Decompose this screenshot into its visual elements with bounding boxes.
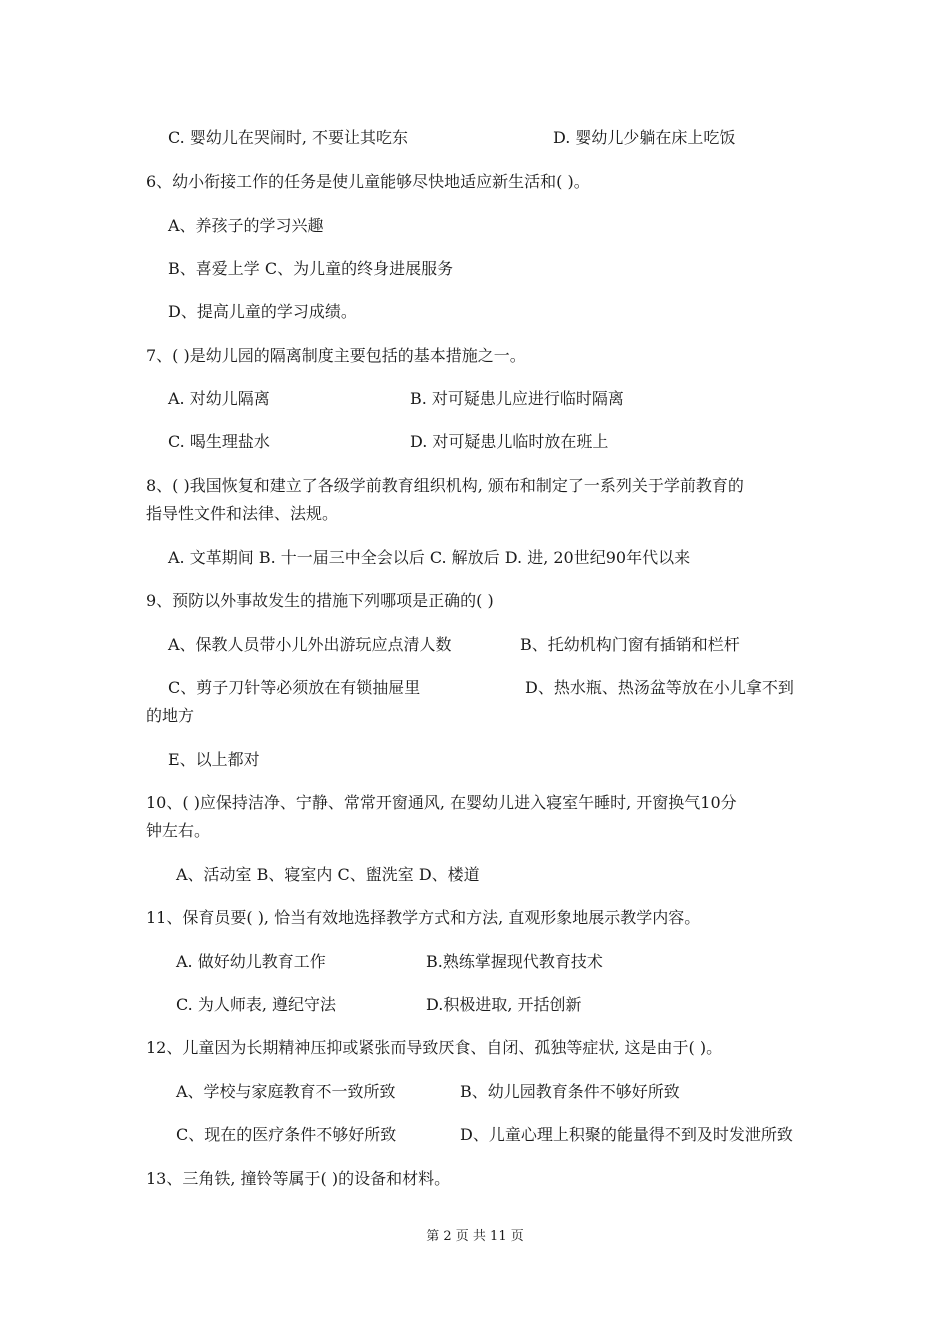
option-d: D、热水瓶、热汤盆等放在小儿拿不到: [525, 678, 794, 697]
option-d: D.积极进取, 开括创新: [426, 995, 582, 1014]
option-line-q5-cd: [168, 127, 736, 149]
question-11: 11、保育员要( ), 恰当有效地选择教学方式和方法, 直观形象地展示教学内容。: [146, 908, 701, 927]
option-line-q9-ab: [168, 634, 740, 656]
option-line-q8: A. 文革期间 B. 十一届三中全会以后 C. 解放后 D. 进, 20世纪90年代以来: [168, 548, 691, 567]
question-13: 13、三角铁, 撞铃等属于( )的设备和材料。: [146, 1169, 451, 1188]
option-line-q6-d: D、提高儿童的学习成绩。: [168, 302, 357, 321]
question-10: 10、( )应保持洁净、宁静、常常开窗通风, 在婴幼儿进入寝室午睡时, 开窗换气10分: [146, 793, 737, 812]
option-b: B、幼儿园教育条件不够好所致: [460, 1082, 680, 1101]
option-b: B.熟练掌握现代教育技术: [426, 952, 603, 971]
option-c: C、剪子刀针等必须放在有锁抽屉里: [168, 678, 421, 697]
option-c: C. 婴幼儿在哭闹时, 不要让其吃东: [168, 128, 409, 147]
page-footer: 第 2 页 共 11 页: [426, 1229, 524, 1244]
question-8-continued: 指导性文件和法律、法规。: [146, 504, 339, 523]
option-line-q7-cd: [168, 431, 609, 453]
option-line-q12-ab: [176, 1081, 680, 1103]
option-line-q11-cd: [176, 994, 582, 1016]
question-6: 6、幼小衔接工作的任务是使儿童能够尽快地适应新生活和( )。: [146, 172, 590, 191]
option-a: A、保教人员带小儿外出游玩应点清人数: [168, 635, 452, 654]
option-line-q6-bc: B、喜爱上学 C、为儿童的终身进展服务: [168, 259, 454, 278]
option-c: C. 喝生理盐水: [168, 432, 270, 451]
question-9: 9、预防以外事故发生的措施下列哪项是正确的( ): [146, 591, 494, 610]
option-line-q7-ab: [168, 388, 624, 410]
option-line-q9-d-continued: 的地方: [146, 706, 195, 725]
option-d: D. 婴幼儿少躺在床上吃饭: [553, 128, 736, 147]
option-c: C. 为人师表, 遵纪守法: [176, 995, 337, 1014]
option-c: C、现在的医疗条件不够好所致: [176, 1125, 397, 1144]
option-line-q6-a: A、养孩子的学习兴趣: [168, 216, 324, 235]
option-line-q12-cd: [176, 1124, 793, 1146]
option-d: D. 对可疑患儿临时放在班上: [410, 432, 609, 451]
option-d: D、儿童心理上积聚的能量得不到及时发泄所致: [460, 1125, 793, 1144]
option-line-q9-e: E、以上都对: [168, 750, 260, 769]
option-a: A. 做好幼儿教育工作: [176, 952, 326, 971]
option-b: B. 对可疑患儿应进行临时隔离: [410, 389, 624, 408]
question-7: 7、( )是幼儿园的隔离制度主要包括的基本措施之一。: [146, 346, 526, 365]
option-a: A、学校与家庭教育不一致所致: [176, 1082, 396, 1101]
question-8: 8、( )我国恢复和建立了各级学前教育组织机构, 颁布和制定了一系列关于学前教育的: [146, 476, 744, 495]
option-b: B、托幼机构门窗有插销和栏杆: [520, 635, 740, 654]
option-line-q11-ab: [176, 951, 603, 973]
option-a: A. 对幼儿隔离: [168, 389, 270, 408]
question-12: 12、儿童因为长期精神压抑或紧张而导致厌食、自闭、孤独等症状, 这是由于( )。: [146, 1038, 723, 1057]
question-10-continued: 钟左右。: [146, 821, 211, 840]
option-line-q10: A、活动室 B、寝室内 C、盥洗室 D、楼道: [176, 865, 480, 884]
option-line-q9-cd: [168, 677, 794, 699]
